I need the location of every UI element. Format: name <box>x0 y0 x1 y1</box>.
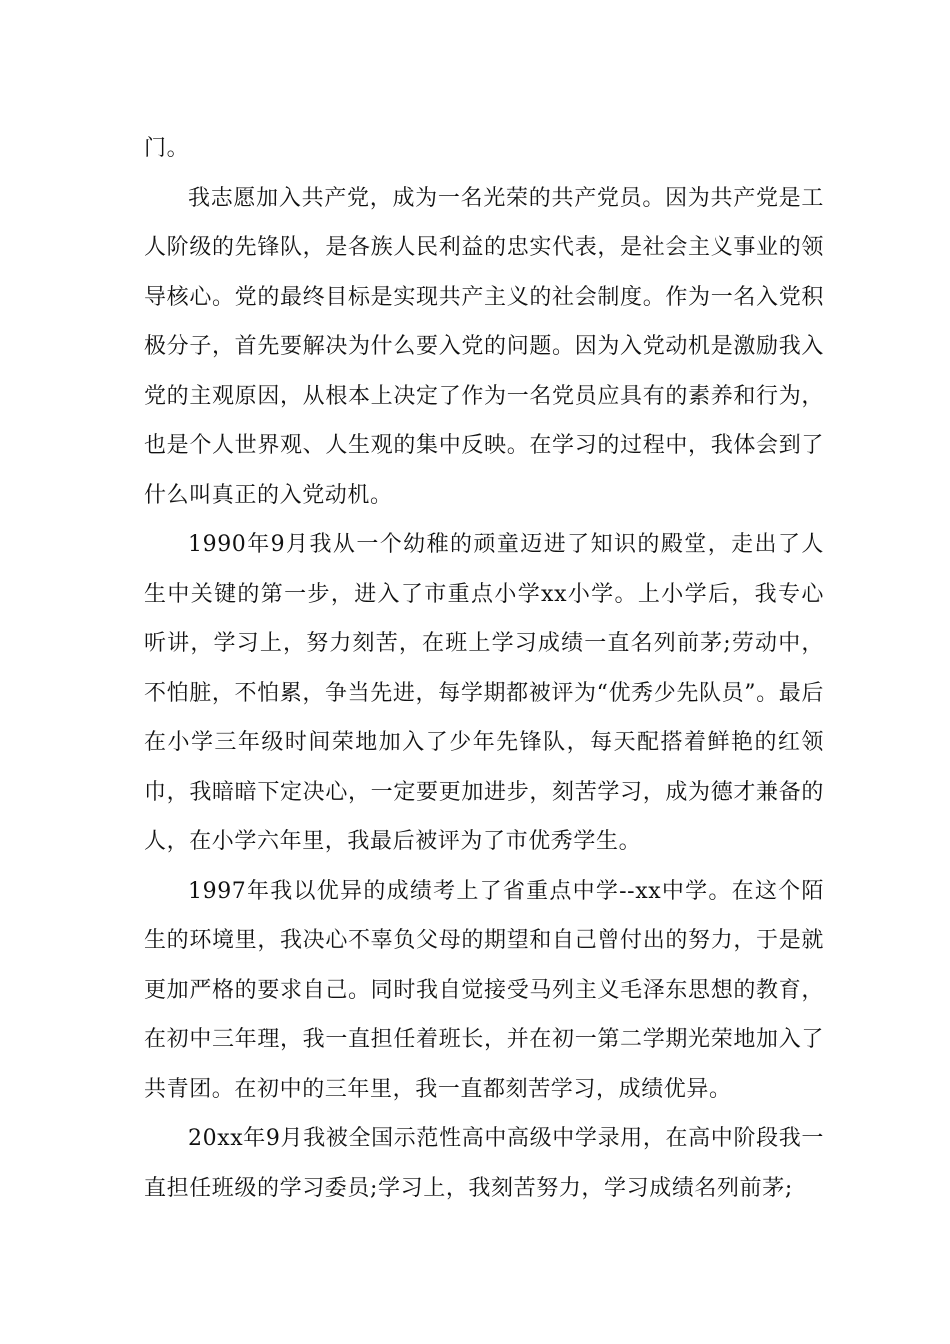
paragraph-continuation: 门。 <box>144 136 190 161</box>
paragraph-middle-school: 1997年我以优异的成绩考上了省重点中学--xx中学。在这个陌生的环境里，我决心不辜负父母的期望和自己曾付出的努力，于是就更加严格的要求自己。同时我自觉接受马列主义毛泽东思想的教育，在初中三年理，我一直担任着班长，并在初一第二学期光荣地加入了共青团。在初中的三年里，我一直都刻苦学习，成绩优异。 <box>144 878 824 1102</box>
document-body <box>144 124 824 1213</box>
paragraph-motivation: 我志愿加入共产党，成为一名光荣的共产党员。因为共产党是工人阶级的先锋队，是各族人民利益的忠实代表，是社会主义事业的领导核心。党的最终目标是实现共产主义的社会制度。作为一名入党积极分子，首先要解决为什么要入党的问题。因为入党动机是激励我入党的主观原因，从根本上决定了作为一名党员应具有的素养和行为，也是个人世界观、人生观的集中反映。在学习的过程中，我体会到了什么叫真正的入党动机。 <box>144 185 824 508</box>
paragraph-primary-school: 1990年9月我从一个幼稚的顽童迈进了知识的殿堂，走出了人生中关键的第一步，进入了市重点小学xx小学。上小学后，我专心听讲，学习上，努力刻苦，在班上学习成绩一直名列前茅;劳动中，不怕脏，不怕累，争当先进，每学期都被评为“优秀少先队员”。最后在小学三年级时间荣地加入了少年先锋队，每天配搭着鲜艳的红领巾，我暗暗下定决心，一定要更加进步，刻苦学习，成为德才兼备的人，在小学六年里，我最后被评为了市优秀学生。 <box>144 532 824 854</box>
paragraph-high-school: 20xx年9月我被全国示范性高中高级中学录用，在高中阶段我一直担任班级的学习委员;学习上，我刻苦努力，学习成绩名列前茅; <box>144 1126 824 1201</box>
